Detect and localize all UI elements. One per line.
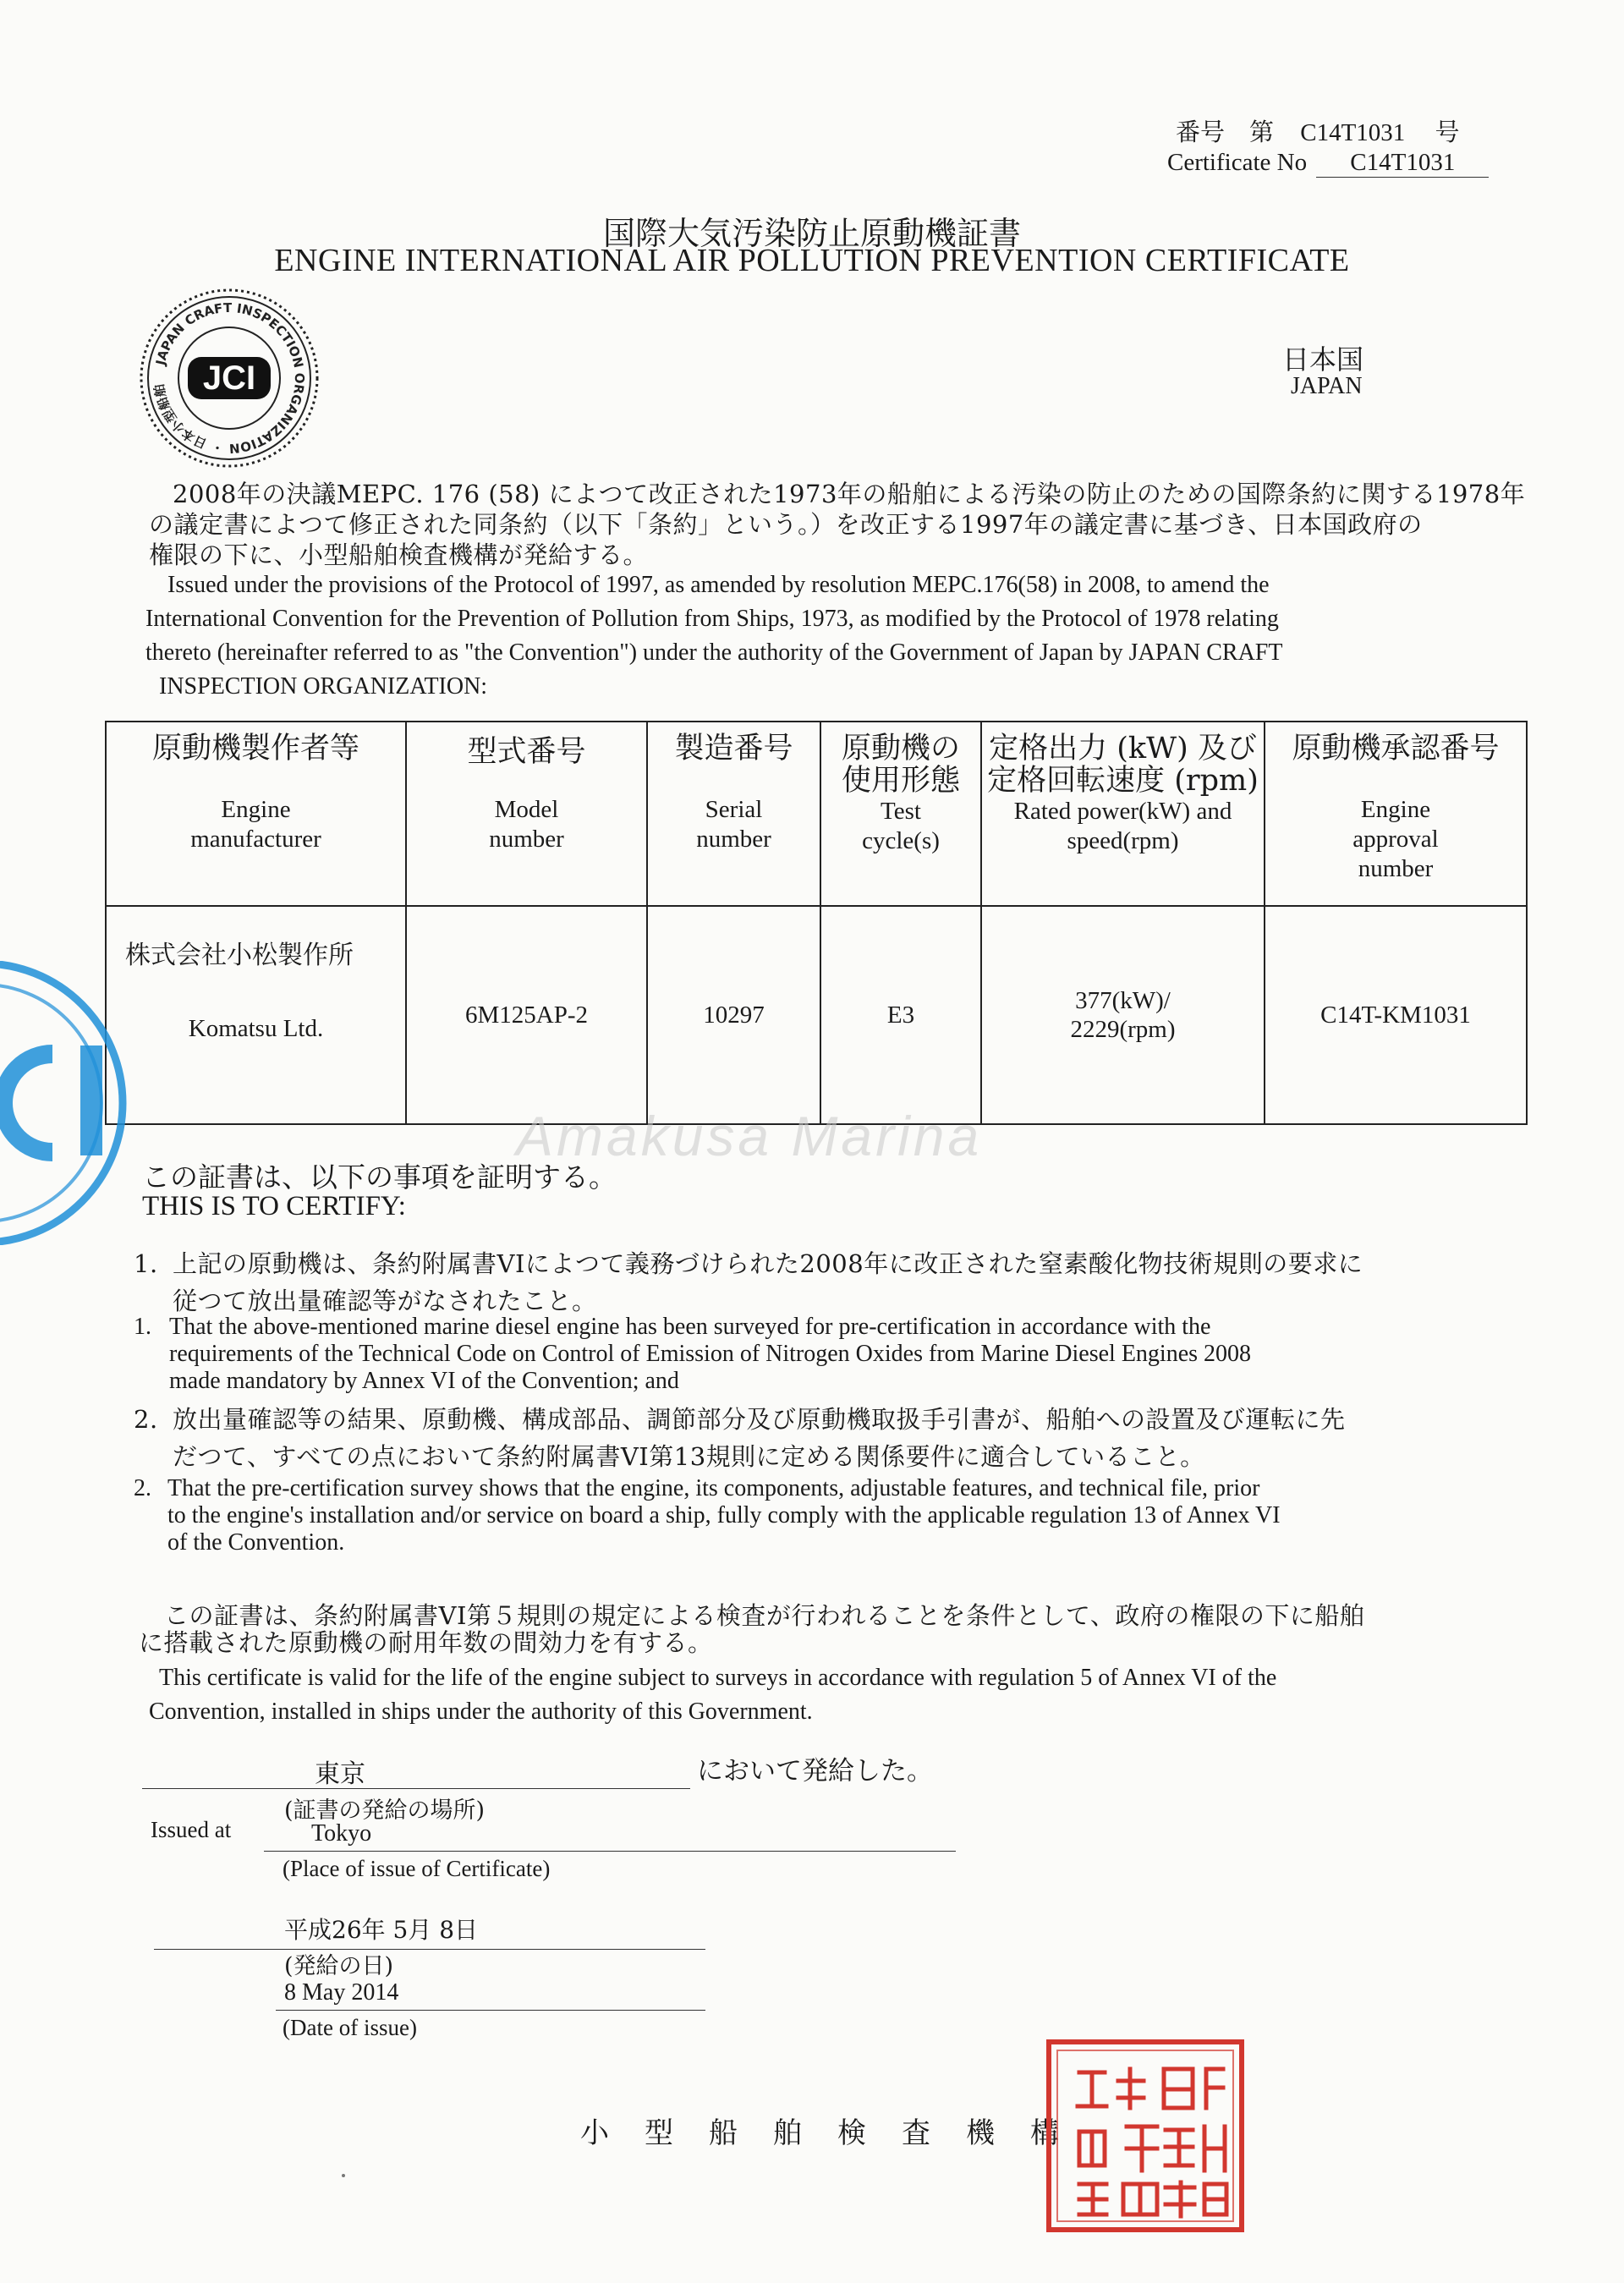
col-header-jp: 定格出力 (kW) 及び [989, 732, 1257, 766]
certify-heading-en: THIS IS TO CERTIFY: [142, 1191, 406, 1221]
item-en-line: requirements of the Technical Code on Control of Emission of Nitrogen Oxides from Marine Diesel Engines 2008 [169, 1341, 1252, 1367]
col-header-jp: 型式番号 [467, 735, 586, 769]
place-label-en: (Place of issue of Certificate) [283, 1856, 551, 1881]
item-jp-line: 上記の原動機は、条約附属書VIによつて義務づけられた2008年に改正された窒素酸化物技術規則の要求に [173, 1249, 1363, 1278]
certificate-number-en [1167, 149, 1489, 178]
cell-manufacturer [106, 906, 406, 1124]
validity-jp [139, 1602, 1560, 1656]
col-manufacturer [106, 722, 406, 906]
place-jp-line [142, 1749, 690, 1789]
col-header-en: number [696, 826, 771, 853]
intro-en [145, 568, 1550, 704]
logo-jci-text: JCI [202, 359, 256, 397]
intro-jp-line: 権限の下に、小型船舶検査機構が発給する。 [149, 541, 649, 569]
cell-model: 6M125AP-2 [406, 906, 647, 1124]
place-label-jp: (証書の発給の場所) [284, 1797, 486, 1824]
col-header-jp: 定格回転速度 (rpm) [987, 764, 1259, 798]
number-suffix: 号 [1435, 118, 1460, 146]
col-header-en: Engine [221, 796, 291, 823]
certify-item-2-jp [134, 1404, 1538, 1472]
col-header-en: manufacturer [190, 826, 321, 853]
col-approval [1265, 722, 1527, 906]
issued-suffix-jp: において発給した。 [697, 1756, 933, 1786]
speed-value: 2229(rpm) [1070, 1016, 1176, 1043]
manufacturer-en: Komatsu Ltd. [188, 1015, 324, 1042]
col-rated-power [981, 722, 1265, 906]
item-en-line: That the pre-certification survey shows that the engine, its components, adjustable features, and technical file, prior [167, 1475, 1260, 1501]
date-jp-line [154, 1908, 705, 1950]
col-header-jp: 使用形態 [841, 764, 960, 798]
validity-en [149, 1661, 1570, 1729]
item-en-line: made mandatory by Annex VI of the Convention; and [169, 1368, 679, 1394]
number-prefix: 番号 第 [1176, 118, 1275, 146]
cell-approval: C14T-KM1031 [1265, 906, 1527, 1124]
col-header-jp: 製造番号 [674, 732, 793, 766]
item-jp-line: 放出量確認等の結果、原動機、構成部品、調節部分及び原動機取扱手引書が、船舶への設置及び運転に先 [173, 1405, 1346, 1434]
watermark: Amakusa Marina [516, 1105, 983, 1167]
col-header-en: Rated power(kW) and [1013, 798, 1232, 825]
validity-jp-line: に搭載された原動機の耐用年数の間効力を有する。 [139, 1628, 713, 1657]
country-jp: 日本国 [1282, 343, 1364, 376]
logo-ring-text: JAPAN CRAFT INSPECTION ORGANIZATION ・ 日本小型船舶 [151, 299, 308, 457]
stray-mark [342, 2174, 345, 2177]
cert-no-value: C14T1031 [1316, 149, 1489, 178]
col-header-en: approval [1352, 826, 1439, 853]
cell-test-cycle: E3 [820, 906, 981, 1124]
intro-jp [149, 479, 1536, 570]
intro-jp-line: の議定書によつて修正された同条約（以下「条約」という。）を改正する1997年の議定書に基づき、日本国政府の [149, 510, 1423, 539]
place-en: Tokyo [311, 1820, 372, 1847]
certify-item-1-jp [134, 1249, 1538, 1316]
blue-stamp-edge [0, 961, 135, 1245]
col-header-en: Engine [1360, 796, 1431, 823]
intro-en-line: INSPECTION ORGANIZATION: [159, 673, 488, 700]
col-header-jp: 原動機承認番号 [1292, 732, 1500, 766]
validity-en-line: This certificate is valid for the life of the engine subject to surveys in accordance with regulation 5 of Annex VI of the [159, 1665, 1277, 1691]
item-en-line: of the Convention. [167, 1529, 345, 1556]
col-header-en: number [489, 826, 564, 853]
item-number: 1. [134, 1249, 158, 1278]
power-value: 377(kW)/ [1075, 987, 1171, 1014]
jci-logo [137, 286, 321, 470]
issuer-name: 小 型 船 舶 検 査 機 構 [580, 2116, 1062, 2150]
cell-serial: 10297 [647, 906, 820, 1124]
col-header-jp: 原動機の [841, 732, 960, 766]
number-value: C14T1031 [1300, 119, 1406, 146]
intro-jp-line: 2008年の決議MEPC. 176 (58) によつて改正された1973年の船舶による汚染の防止のための国際条約に関する1978年 [173, 480, 1526, 508]
col-test-cycle [820, 722, 981, 906]
item-number: 1. [134, 1314, 151, 1340]
engine-table [105, 721, 1528, 1125]
date-label-en: (Date of issue) [283, 2015, 417, 2040]
col-model [406, 722, 647, 906]
date-jp: 平成26年 5月 8日 [284, 1916, 479, 1944]
date-en-line [276, 1979, 705, 2011]
item-number: 2. [134, 1475, 151, 1501]
cert-no-label: Certificate No [1167, 149, 1308, 176]
col-header-en: cycle(s) [862, 827, 940, 854]
validity-jp-line: この証書は、条約附属書VI第５規則の規定による検査が行われることを条件として、政府の権限の下に船舶 [164, 1601, 1365, 1630]
official-seal [1045, 2039, 1245, 2233]
date-en: 8 May 2014 [284, 1979, 399, 2006]
certificate-number-jp [1176, 113, 1460, 148]
title-jp: 国際大気汚染防止原動機証書 [602, 215, 1021, 252]
table-row [106, 906, 1527, 1124]
cell-rated-power [981, 906, 1265, 1124]
certify-item-2-en [134, 1475, 1555, 1556]
intro-en-line: International Convention for the Prevention of Pollution from Ships, 1973, as modified by the Protocol of 1978 relating [145, 606, 1279, 632]
item-jp-line: 従つて放出量確認等がなされたこと。 [173, 1287, 597, 1315]
item-number: 2. [134, 1405, 158, 1434]
certify-heading-jp: この証書は、以下の事項を証明する。 [142, 1161, 617, 1194]
issued-at-label: Issued at [151, 1817, 232, 1842]
item-en-line: to the engine's installation and/or service on board a ship, fully comply with the applicable regulation 13 of Annex VI [167, 1502, 1281, 1528]
item-jp-line: だつて、すべての点において条約附属書VI第13規則に定める関係要件に適合していること。 [173, 1442, 1205, 1471]
col-header-en: Test [881, 798, 921, 825]
intro-en-line: Issued under the provisions of the Protocol of 1997, as amended by resolution MEPC.176(58) in 2008, to amend the [167, 572, 1270, 598]
col-header-jp: 原動機製作者等 [151, 732, 359, 766]
place-jp: 東京 [315, 1759, 365, 1789]
place-en-line [264, 1820, 956, 1852]
title-en: ENGINE INTERNATIONAL AIR POLLUTION PREVENTION CERTIFICATE [274, 243, 1350, 278]
manufacturer-jp: 株式会社小松製作所 [125, 941, 354, 970]
date-label-jp: (発給の日) [284, 1953, 394, 1979]
intro-en-line: thereto (hereinafter referred to as "the Convention") under the authority of the Government of Japan by JAPAN CRAFT [145, 639, 1283, 666]
col-header-en: speed(rpm) [1067, 827, 1179, 854]
col-header-en: Serial [705, 796, 763, 823]
col-serial [647, 722, 820, 906]
item-en-line: That the above-mentioned marine diesel engine has been surveyed for pre-certification in accordance with the [169, 1314, 1211, 1340]
certify-item-1-en [134, 1314, 1538, 1395]
validity-en-line: Convention, installed in ships under the authority of this Government. [149, 1699, 813, 1725]
table-header-row [106, 722, 1527, 906]
country-en: JAPAN [1291, 373, 1363, 399]
col-header-en: Model [494, 796, 559, 823]
col-header-en: number [1358, 855, 1434, 882]
